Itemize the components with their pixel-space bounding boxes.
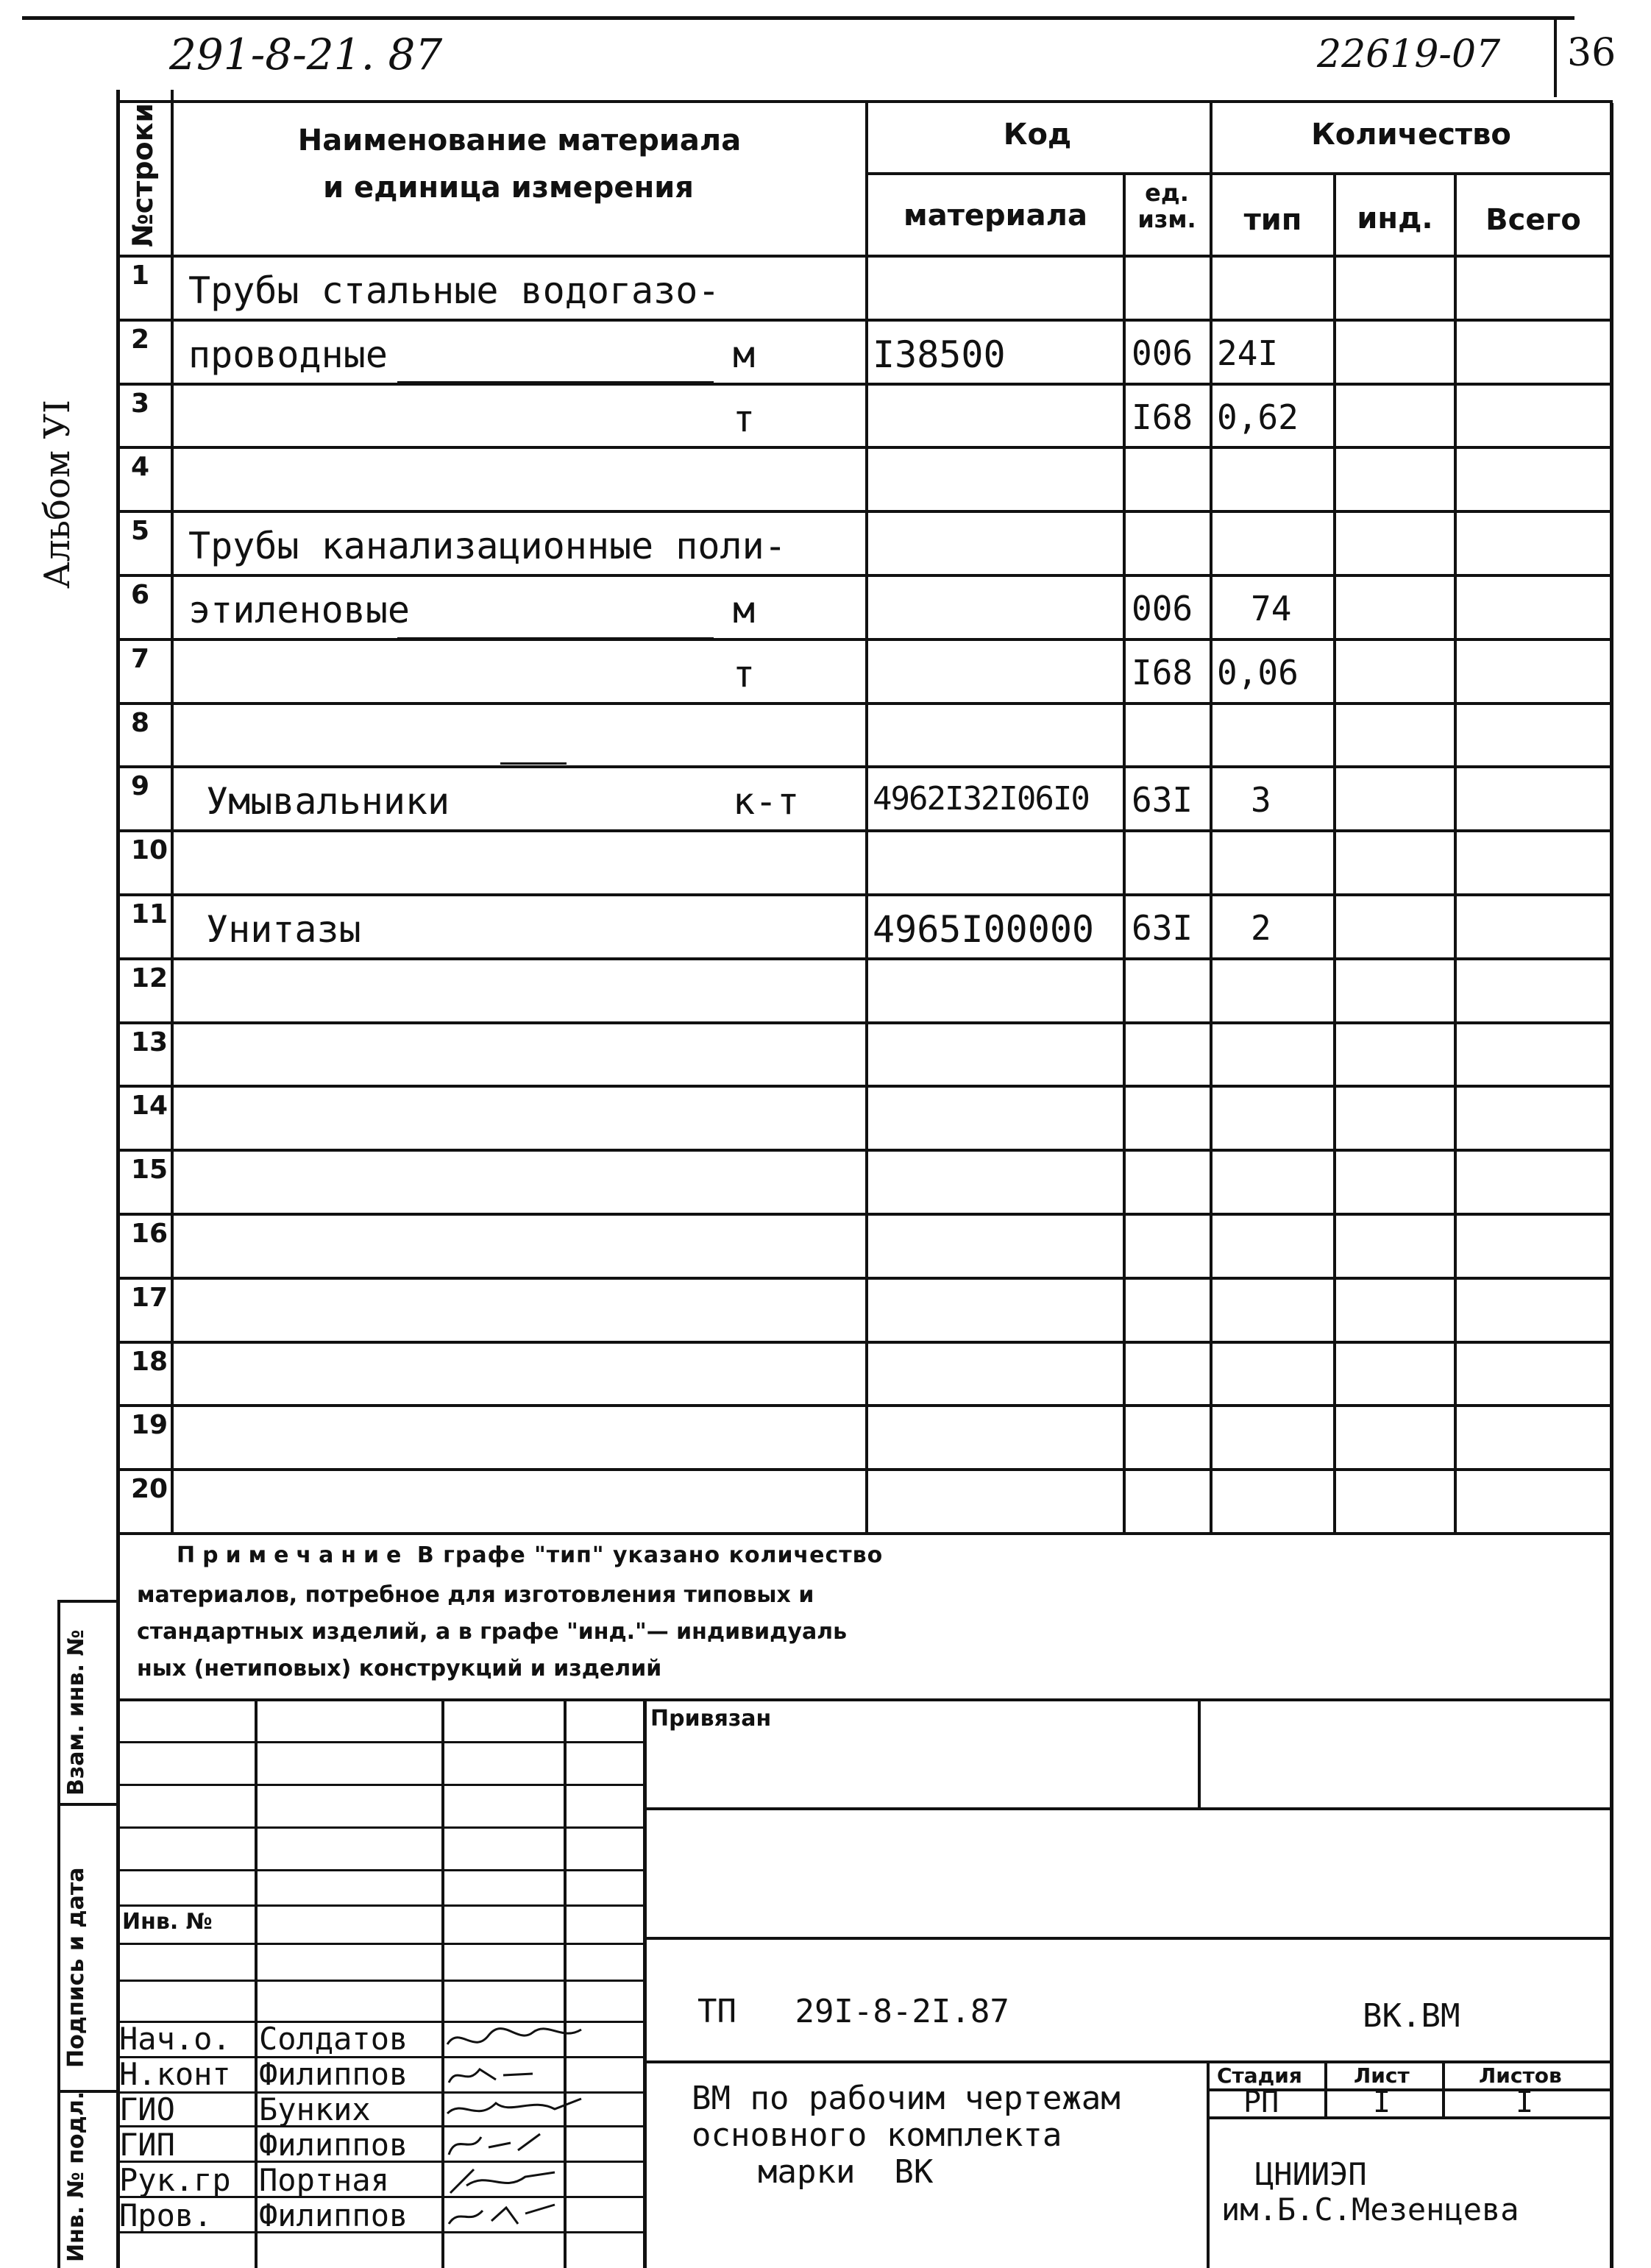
stamp-row-line bbox=[116, 1904, 643, 1907]
col-qty-ind-header: инд. bbox=[1357, 202, 1433, 235]
cell-unit-code: 006 bbox=[1132, 589, 1193, 628]
cell-unit: т bbox=[733, 653, 756, 695]
cell-type: 74 bbox=[1251, 589, 1292, 628]
row-line bbox=[116, 1277, 1613, 1280]
signature-mark bbox=[444, 2022, 584, 2056]
col-type-sep bbox=[1333, 174, 1336, 1532]
row-line bbox=[116, 893, 1613, 896]
org-line2: им.Б.С.Мезенцева bbox=[1221, 2191, 1519, 2228]
title-sep bbox=[1207, 2060, 1210, 2268]
table-right-border bbox=[1610, 103, 1613, 2268]
row-number: 2 bbox=[131, 325, 150, 355]
col-ind-sep bbox=[1454, 174, 1457, 1532]
page-number: 36 bbox=[1567, 31, 1616, 75]
signature-mark bbox=[444, 2128, 584, 2162]
stage-value: РП bbox=[1243, 2086, 1279, 2119]
side-strip-sep1 bbox=[57, 1803, 119, 1806]
row-number: 5 bbox=[131, 516, 150, 546]
row-number: 6 bbox=[131, 580, 150, 610]
row-line bbox=[116, 1532, 1613, 1535]
col-unit-sep bbox=[1210, 100, 1212, 1532]
col-rownum-sep bbox=[171, 90, 174, 1532]
stamp-col4 bbox=[643, 1698, 647, 2268]
code-row-bottom bbox=[643, 2060, 1613, 2063]
stamp-row-line bbox=[116, 1826, 643, 1829]
row-line bbox=[116, 446, 1613, 449]
cell-unit: м bbox=[733, 333, 756, 376]
row-line bbox=[116, 1341, 1613, 1344]
row-number: 18 bbox=[131, 1347, 168, 1377]
inv-no-label: Инв. № bbox=[122, 1909, 213, 1935]
signer-role: Рук.гр bbox=[119, 2162, 231, 2198]
cell-type: 0,62 bbox=[1217, 397, 1299, 437]
row-number: 7 bbox=[131, 644, 150, 674]
note-lead: Примечание bbox=[177, 1542, 409, 1568]
stage-col-sep2 bbox=[1442, 2060, 1445, 2116]
row-line bbox=[116, 1404, 1613, 1407]
signature-stroke bbox=[449, 2069, 533, 2083]
row-number: 9 bbox=[131, 771, 150, 801]
col-code-header: Код bbox=[1003, 118, 1072, 152]
row-line bbox=[116, 1468, 1613, 1471]
signer-role: ГИО bbox=[119, 2091, 175, 2127]
stamp-row-line bbox=[116, 1980, 643, 1982]
row-number: 3 bbox=[131, 389, 150, 419]
top-border bbox=[22, 16, 1574, 20]
row-line bbox=[116, 829, 1613, 832]
stamp-row-line bbox=[116, 1869, 643, 1871]
table-top-border bbox=[116, 100, 1613, 103]
col-rownum-header-text: №строки bbox=[127, 103, 159, 247]
title-line3: марки ВК bbox=[758, 2153, 934, 2191]
cell-unit-code: 006 bbox=[1132, 333, 1193, 373]
stage-col-sep1 bbox=[1324, 2060, 1327, 2116]
side-label-inv-podl bbox=[63, 2091, 89, 2262]
signature-stroke bbox=[449, 2205, 555, 2224]
signature-mark bbox=[444, 2199, 584, 2233]
cell-unit: м bbox=[733, 589, 756, 631]
row-number: 19 bbox=[131, 1410, 168, 1440]
signer-role: ГИП bbox=[119, 2127, 175, 2163]
cell-unit-code: 63I bbox=[1132, 780, 1193, 820]
signer-name: Солдатов bbox=[259, 2021, 408, 2057]
side-label-podpis bbox=[63, 1868, 89, 2068]
privyazan-sep bbox=[1198, 1698, 1201, 1807]
project-mark: ВК.ВМ bbox=[1363, 1997, 1460, 2035]
album-label-text: Альбом УI bbox=[37, 399, 78, 589]
row-line bbox=[116, 510, 1613, 513]
side-label-vzam bbox=[63, 1629, 89, 1796]
row-line bbox=[116, 638, 1613, 641]
side-strip-top bbox=[57, 1600, 119, 1603]
code-row-top bbox=[643, 1937, 1613, 1940]
sheet-label: Лист bbox=[1354, 2063, 1410, 2088]
row-number: 11 bbox=[131, 899, 168, 929]
side-strip-left bbox=[57, 1600, 60, 2268]
signer-name: Портная bbox=[259, 2162, 390, 2198]
side-label-podpis-text: Подпись и дата bbox=[63, 1867, 89, 2068]
signature-mark bbox=[444, 2164, 584, 2197]
row-line bbox=[116, 702, 1613, 705]
signer-name: Филиппов bbox=[259, 2056, 408, 2092]
row-number: 14 bbox=[131, 1091, 168, 1121]
note-line4: ных (нетиповых) конструкций и изделий bbox=[137, 1656, 662, 1681]
side-label-inv-podl-text: Инв. № подл. bbox=[63, 2091, 89, 2262]
header-bottom-line bbox=[116, 255, 1613, 258]
doc-number-right: 22619-07 bbox=[1317, 32, 1501, 77]
cell-name: Трубы стальные водогазо- bbox=[188, 269, 720, 312]
row-line bbox=[116, 1213, 1613, 1216]
signature-mark bbox=[444, 2093, 584, 2127]
cell-type: 0,06 bbox=[1217, 653, 1299, 692]
row-line bbox=[116, 1149, 1613, 1152]
signer-role: Нач.о. bbox=[119, 2021, 231, 2057]
stage-label: Стадия bbox=[1217, 2063, 1302, 2088]
cell-unit-code: I68 bbox=[1132, 397, 1193, 437]
col-code-sep bbox=[1123, 174, 1126, 1532]
cell-type: 24I bbox=[1217, 333, 1279, 373]
privyazan-bottom bbox=[643, 1807, 1613, 1810]
col-name-header-line1: Наименование материала bbox=[297, 124, 742, 157]
header-mid-line bbox=[865, 172, 1610, 175]
cell-type: 2 bbox=[1251, 908, 1271, 948]
page-number-box-left bbox=[1554, 16, 1557, 97]
row-number: 12 bbox=[131, 963, 168, 993]
privyazan-label: Привязан bbox=[650, 1706, 772, 1732]
row-line bbox=[116, 765, 1613, 768]
row-line bbox=[116, 957, 1613, 960]
org-line1: ЦНИИЭП bbox=[1255, 2156, 1367, 2192]
signature-mark bbox=[444, 2058, 584, 2091]
col-code-material-header: материала bbox=[903, 199, 1087, 233]
col-qty-header: Количество bbox=[1311, 118, 1511, 152]
cell-code: 4965I00000 bbox=[873, 908, 1095, 951]
row-number: 20 bbox=[131, 1474, 168, 1504]
row-number: 16 bbox=[131, 1219, 168, 1249]
signer-name: Филиппов bbox=[259, 2197, 408, 2233]
col-code-unit-header: ед. изм. bbox=[1137, 179, 1196, 233]
project-code: ТП 29I-8-2I.87 bbox=[697, 1993, 1009, 2030]
note-line2: материалов, потребное для изготовления типовых и bbox=[137, 1582, 814, 1608]
cell-unit: т bbox=[733, 397, 756, 440]
note-line3: стандартных изделий, а в графе "инд."— индивидуаль bbox=[137, 1619, 848, 1645]
cell-unit: к-т bbox=[733, 780, 800, 823]
col-name-header-line2: и единица измерения bbox=[323, 171, 694, 205]
name-dash-row8 bbox=[500, 762, 567, 765]
sheet-value: I bbox=[1373, 2086, 1391, 2119]
signature-stroke bbox=[450, 2169, 555, 2193]
signer-name: Филиппов bbox=[259, 2127, 408, 2163]
row-number: 13 bbox=[131, 1027, 168, 1057]
note-line1 bbox=[177, 1542, 883, 1568]
cell-code: I38500 bbox=[873, 333, 1006, 376]
sheets-value: I bbox=[1516, 2086, 1534, 2119]
side-label-vzam-text: Взам. инв. № bbox=[63, 1629, 89, 1796]
note-line1-rest: В графе "тип" указано количество bbox=[416, 1542, 884, 1568]
stamp-top-line bbox=[116, 1698, 1613, 1701]
row-number: 17 bbox=[131, 1283, 168, 1313]
col-qty-total-header: Всего bbox=[1485, 203, 1581, 237]
row-line bbox=[116, 319, 1613, 322]
signature-stroke bbox=[447, 2099, 581, 2113]
cell-name: Унитазы bbox=[206, 908, 361, 951]
stamp-row-line bbox=[116, 1784, 643, 1786]
row-number: 15 bbox=[131, 1155, 168, 1185]
title-line1: ВМ по рабочим чертежам bbox=[692, 2080, 1121, 2117]
row-number: 8 bbox=[131, 708, 150, 738]
album-label bbox=[37, 400, 78, 589]
signature-stroke bbox=[447, 2029, 581, 2044]
cell-name: проводные bbox=[188, 333, 388, 376]
stamp-row-line bbox=[116, 1943, 643, 1945]
col-qty-type-header: тип bbox=[1243, 203, 1302, 237]
signer-role: Н.конт bbox=[119, 2056, 231, 2092]
cell-unit-code: 63I bbox=[1132, 908, 1193, 948]
cell-type: 3 bbox=[1251, 780, 1271, 820]
sheets-label: Листов bbox=[1479, 2063, 1562, 2088]
name-underline-row6 bbox=[397, 637, 714, 639]
signer-name: Бунких bbox=[259, 2091, 371, 2127]
title-line2: основного комплекта bbox=[692, 2116, 1062, 2154]
cell-code: 4962I32I06I0 bbox=[873, 780, 1089, 818]
row-line bbox=[116, 383, 1613, 386]
cell-name: Трубы канализационные поли- bbox=[188, 525, 787, 567]
row-line bbox=[116, 1085, 1613, 1088]
name-underline-row2 bbox=[397, 381, 714, 383]
row-line bbox=[116, 574, 1613, 577]
col-name-sep bbox=[865, 100, 868, 1532]
row-line bbox=[116, 1021, 1613, 1024]
signer-role: Пров. bbox=[119, 2197, 213, 2233]
row-number: 10 bbox=[131, 835, 168, 865]
col-rownum-header bbox=[127, 103, 159, 247]
cell-name: этиленовые bbox=[188, 589, 411, 631]
stamp-row-line bbox=[116, 1741, 643, 1743]
table-left-border bbox=[116, 90, 120, 2268]
row-number: 4 bbox=[131, 452, 150, 482]
cell-unit-code: I68 bbox=[1132, 653, 1193, 692]
cell-name: Умывальники bbox=[206, 780, 450, 823]
doc-number-left: 291-8-21. 87 bbox=[169, 29, 443, 79]
signature-stroke bbox=[449, 2134, 540, 2155]
row-number: 1 bbox=[131, 261, 150, 291]
